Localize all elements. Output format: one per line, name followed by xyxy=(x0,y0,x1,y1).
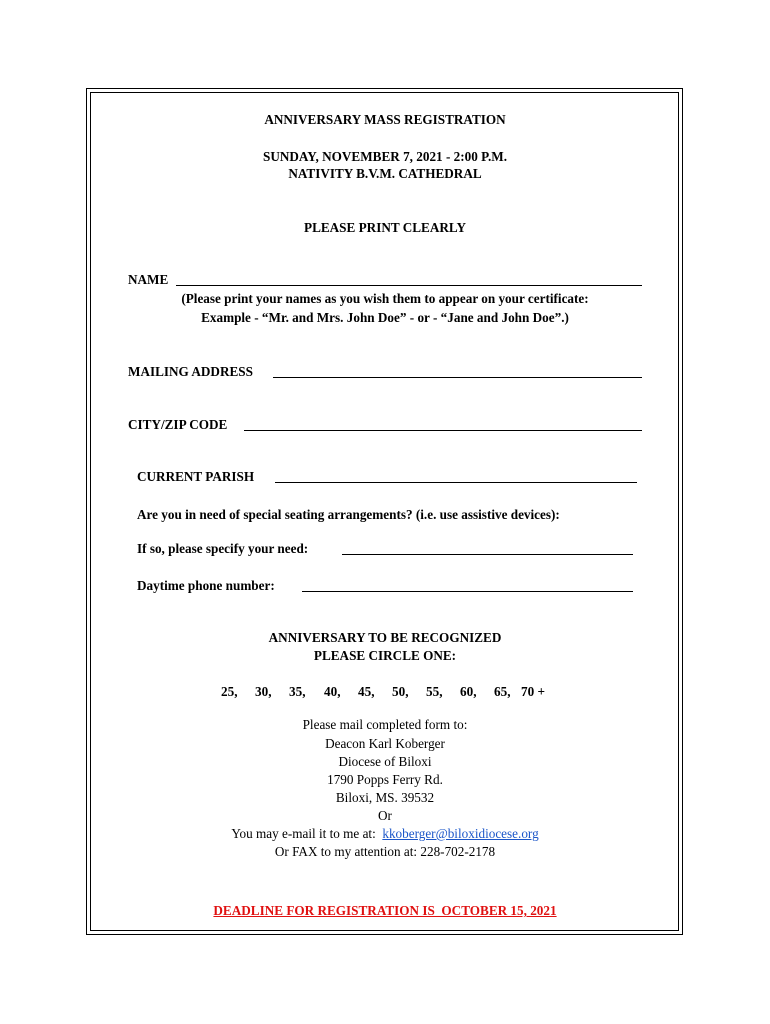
mail-or: Or xyxy=(378,808,392,823)
print-notice: PLEASE PRINT CLEARLY xyxy=(304,220,466,235)
anniversary-option-45[interactable]: 45, xyxy=(358,684,375,699)
event-venue: NATIVITY B.V.M. CATHEDRAL xyxy=(288,166,482,181)
mail-city: Biloxi, MS. 39532 xyxy=(335,790,435,805)
deadline-text: DEADLINE FOR REGISTRATION IS OCTOBER 15, 2021 xyxy=(213,903,557,918)
mail-instruction: Please mail completed form to: xyxy=(302,717,468,732)
city-zip-field[interactable] xyxy=(244,430,642,431)
mail-recipient: Deacon Karl Koberger xyxy=(325,736,445,751)
form-title: ANNIVERSARY MASS REGISTRATION xyxy=(264,112,506,127)
anniversary-heading: ANNIVERSARY TO BE RECOGNIZED xyxy=(268,630,502,645)
specify-need-field[interactable] xyxy=(342,554,633,555)
name-field[interactable] xyxy=(176,285,642,286)
email-line xyxy=(0,826,770,842)
mail-street: 1790 Popps Ferry Rd. xyxy=(327,772,443,787)
current-parish-label: CURRENT PARISH xyxy=(137,469,255,484)
anniversary-option-25[interactable]: 25, xyxy=(221,684,238,699)
anniversary-option-60[interactable]: 60, xyxy=(460,684,477,699)
anniversary-option-50[interactable]: 50, xyxy=(392,684,409,699)
name-hint-line-1: (Please print your names as you wish them to appear on your certificate: xyxy=(181,291,589,306)
anniversary-option-35[interactable]: 35, xyxy=(289,684,306,699)
current-parish-field[interactable] xyxy=(275,482,637,483)
name-label: NAME xyxy=(128,272,169,287)
phone-field[interactable] xyxy=(302,591,633,592)
anniversary-option-55[interactable]: 55, xyxy=(426,684,443,699)
deadline-line xyxy=(0,903,770,919)
name-hint-line-2: Example - “Mr. and Mrs. John Doe” - or - “Jane and John Doe”.) xyxy=(201,310,569,325)
seating-question: Are you in need of special seating arrangements? (i.e. use assistive devices): xyxy=(137,507,560,522)
city-zip-label: CITY/ZIP CODE xyxy=(128,417,228,432)
specify-need-label: If so, please specify your need: xyxy=(137,541,309,556)
fax-line: Or FAX to my attention at: 228-702-2178 xyxy=(274,844,496,859)
anniversary-option-70-plus[interactable]: 70 + xyxy=(521,684,545,699)
mail-organization: Diocese of Biloxi xyxy=(338,754,432,769)
email-link[interactable]: kkoberger@biloxidiocese.org xyxy=(382,826,539,841)
email-prefix: You may e-mail it to me at: xyxy=(231,826,383,841)
anniversary-instruction: PLEASE CIRCLE ONE: xyxy=(313,648,457,663)
mailing-address-field[interactable] xyxy=(273,377,642,378)
event-date: SUNDAY, NOVEMBER 7, 2021 - 2:00 P.M. xyxy=(263,149,507,164)
anniversary-option-65[interactable]: 65, xyxy=(494,684,511,699)
mailing-address-label: MAILING ADDRESS xyxy=(128,364,253,379)
anniversary-option-40[interactable]: 40, xyxy=(324,684,341,699)
anniversary-option-30[interactable]: 30, xyxy=(255,684,272,699)
phone-label: Daytime phone number: xyxy=(137,578,275,593)
